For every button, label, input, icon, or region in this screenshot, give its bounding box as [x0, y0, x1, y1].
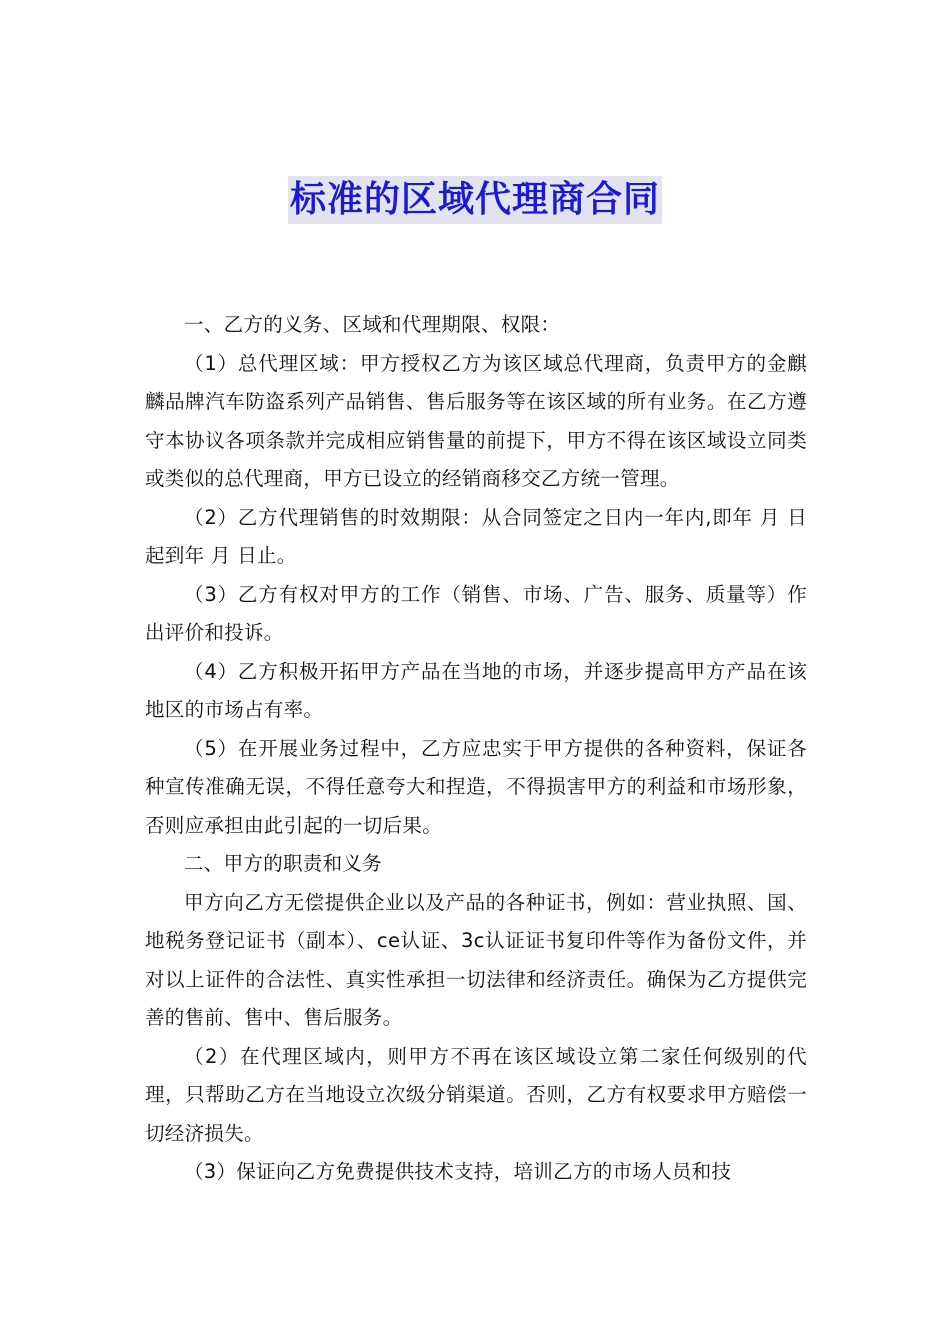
section-heading-1: 一、乙方的义务、区域和代理期限、权限：: [184, 313, 561, 336]
clause-paragraph: （4）乙方积极开拓甲方产品在当地的市场，并逐步提高甲方产品在该地区的市场占有率。: [145, 659, 807, 721]
title-container: [0, 176, 950, 224]
clause-paragraph: （2）乙方代理销售的时效期限：从合同签定之日内一年内,即年 月 日起到年 月 日止。: [145, 505, 807, 567]
clause-paragraph: 甲方向乙方无偿提供企业以及产品的各种证书，例如：营业执照、国、地税务登记证书（副本）、ce认证、3c认证证书复印件等作为备份文件，并对以上证件的合法性、真实性承担一切法律和经济责任。确保为乙方提供完善的售前、售中、售后服务。: [145, 890, 807, 1029]
section-heading-2: 二、甲方的职责和义务: [184, 852, 383, 875]
clause-paragraph: （3）乙方有权对甲方的工作（销售、市场、广告、服务、质量等）作出评价和投诉。: [145, 582, 807, 644]
document-title: 标准的区域代理商合同: [288, 176, 662, 224]
document-body: [145, 306, 807, 1192]
clause-paragraph: （3）保证向乙方免费提供技术支持，培训乙方的市场人员和技: [184, 1160, 732, 1183]
clause-paragraph: （2）在代理区域内，则甲方不再在该区域设立第二家任何级别的代理，只帮助乙方在当地设立次级分销渠道。否则，乙方有权要求甲方赔偿一切经济损失。: [145, 1044, 807, 1145]
clause-paragraph: （5）在开展业务过程中，乙方应忠实于甲方提供的各种资料，保证各种宣传准确无误，不得任意夸大和捏造，不得损害甲方的利益和市场形象，否则应承担由此引起的一切后果。: [145, 736, 807, 837]
clause-paragraph: （1）总代理区域：甲方授权乙方为该区域总代理商，负责甲方的金麒麟品牌汽车防盗系列产品销售、售后服务等在该区域的所有业务。在乙方遵守本协议各项条款并完成相应销售量的前提下，甲方不得在该区域设立同类或类似的总代理商，甲方已设立的经销商移交乙方统一管理。: [145, 351, 807, 490]
